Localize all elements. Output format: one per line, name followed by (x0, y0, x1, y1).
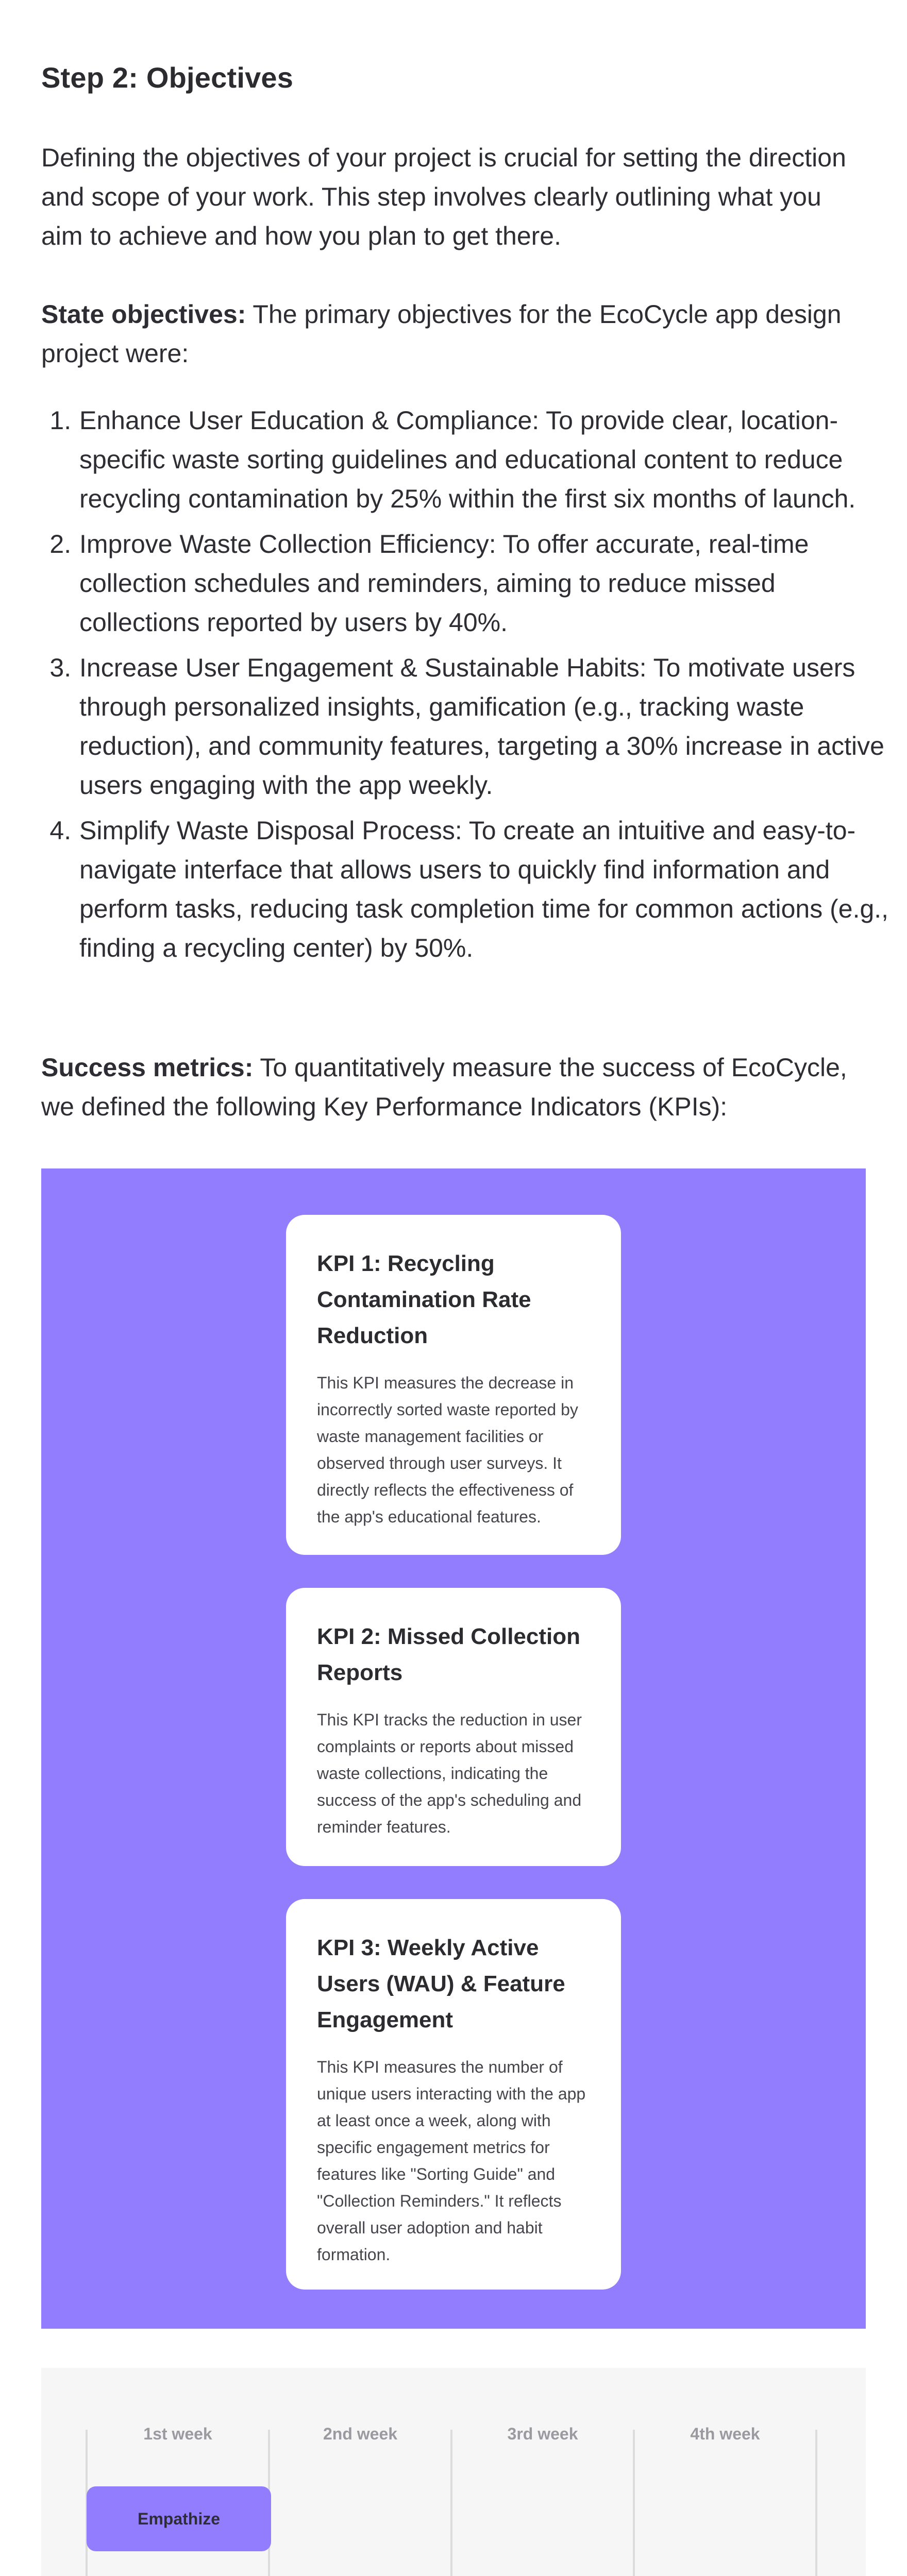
kpi-card-2 (286, 1588, 621, 1866)
phase-bar-empathize: Empathize (87, 2486, 271, 2551)
kpi-card-3 (286, 1899, 621, 2290)
kpi-panel (41, 1168, 866, 2329)
objectives-list (41, 401, 903, 974)
objective-item: 3. Increase User Engagement & Sustainable Habits: To motivate users through personalized insights, gamification (e.g., tracking waste reduction), and community features, targeting a 30% increase in active users engaging with the app weekly. (78, 648, 903, 805)
week-label: 3rd week (507, 2425, 578, 2443)
intro-paragraph: Defining the objectives of your project is crucial for setting the direction and scope of your work. This step involves clearly outlining what you aim to achieve and how you plan to get there. (41, 143, 846, 250)
kpi-title: KPI 3: Weekly Active Users (WAU) & Feature Engagement (317, 1935, 565, 2032)
objective-item: 4. Simplify Waste Disposal Process: To create an intuitive and easy-to-navigate interface that allows users to quickly find information and perform tasks, reducing task completion time for common actions (e.g., finding a recycling center) by 50%. (78, 811, 903, 968)
objective-item: 2. Improve Waste Collection Efficiency: To offer accurate, real-time collection schedules and reminders, aiming to reduce missed collections reported by users by 40%. (78, 524, 903, 642)
kpi-description: This KPI tracks the reduction in user complaints or reports about missed waste collections, indicating the success of the app's scheduling and reminder features. (317, 1710, 582, 1836)
success-metrics-paragraph (41, 1048, 866, 1126)
state-objectives-text: The primary objectives for the EcoCycle app design project were: (41, 300, 842, 368)
kpi-description: This KPI measures the decrease in incorrectly sorted waste reported by waste management facilities or observed through user surveys. It directly reflects the effectiveness of the app's educational features. (317, 1374, 578, 1526)
timeline-gridline (450, 2430, 452, 2576)
kpi-title: KPI 1: Recycling Contamination Rate Reduction (317, 1251, 531, 1348)
kpi-card-1 (286, 1215, 621, 1555)
objective-item: 1. Enhance User Education & Compliance: To provide clear, location-specific waste sorting guidelines and educational content to reduce recycling contamination by 25% within the first six months of launch. (78, 401, 903, 518)
kpi-title: KPI 2: Missed Collection Reports (317, 1624, 580, 1685)
timeline-chart (41, 2368, 866, 2576)
success-metrics-label: Success metrics: (41, 1053, 254, 1082)
state-objectives-paragraph (41, 295, 866, 373)
state-objectives-label: State objectives: (41, 300, 246, 329)
success-metrics-text: To quantitatively measure the success of EcoCycle, we defined the following Key Performance Indicators (KPIs): (41, 1053, 847, 1121)
week-label: 4th week (690, 2425, 760, 2443)
timeline-gridline (815, 2430, 817, 2576)
kpi-description: This KPI measures the number of unique users interacting with the app at least once a week, along with specific engagement metrics for features like "Sorting Guide" and "Collection Reminders." It reflects overall user adoption and habit formation. (317, 2058, 586, 2264)
page-title: Step 2: Objectives (41, 61, 294, 94)
week-label: 1st week (143, 2425, 212, 2443)
timeline-gridline (633, 2430, 635, 2576)
week-label: 2nd week (323, 2425, 398, 2443)
